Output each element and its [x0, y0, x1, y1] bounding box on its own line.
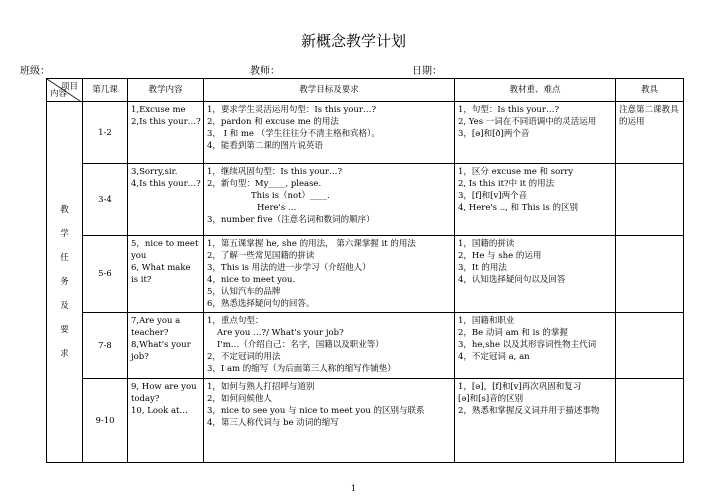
date-label: 日期：: [412, 66, 442, 77]
content-line: 5，nice to meet you: [131, 239, 199, 261]
goals-cell: [204, 102, 455, 164]
key-point-line: 2, Is this it?中 it 的用法: [458, 179, 555, 189]
content-line: 6, What make is it?: [131, 263, 191, 285]
goals-cell: [204, 236, 455, 313]
category-char: 要: [60, 325, 69, 335]
key-point-line: 1，句型：Is this your…?: [458, 105, 560, 115]
content-cell: [128, 313, 204, 379]
goal-line: 4，nice to meet you.: [207, 275, 296, 285]
key-points-cell: [455, 313, 616, 379]
category-char: 任: [60, 253, 69, 263]
content-cell: [128, 102, 204, 164]
goal-line: 3，I am 的缩写（为后面第三人称的缩写作铺垫）: [207, 364, 396, 374]
table-row: [47, 313, 684, 379]
corner-top-label: 项目: [60, 82, 78, 92]
goal-line: 4，第三人称代词与 be 动词的缩写: [207, 418, 339, 428]
category-cell: [47, 102, 83, 463]
header-key-points: 教材重、难点: [455, 79, 616, 102]
lesson-number: 9-10: [83, 379, 128, 463]
lesson-number: 1-2: [83, 102, 128, 164]
category-char: 教: [60, 205, 69, 215]
page-number: 1: [350, 484, 357, 493]
goals-cell: [204, 313, 455, 379]
key-point-line: 3，he,she 以及其形容词性物主代词: [458, 340, 597, 350]
key-point-line: 4, Here's .., 和 This is 的区别: [458, 203, 578, 213]
category-char: 及: [60, 301, 69, 311]
header-content: 教学内容: [128, 79, 204, 102]
goal-line: I'm…（介绍自己：名字，国籍以及职业等）: [217, 340, 384, 350]
key-point-line: 1，国籍和职业: [458, 316, 515, 326]
goal-line: 2，不定冠词的用法: [207, 352, 281, 362]
content-line: 8,What's your job?: [131, 340, 191, 362]
goal-line: Here's …: [257, 203, 297, 213]
category-char: 求: [60, 349, 69, 359]
aids-cell: [616, 313, 684, 379]
key-point-line: 2, Yes 一词在不同语调中的灵活运用: [458, 117, 597, 127]
aids-cell: [616, 236, 684, 313]
key-point-line: 1，国籍的拼读: [458, 239, 515, 249]
teaching-plan-table: [46, 78, 684, 463]
table-row: [47, 379, 684, 463]
key-point-line: 2，熟悉和掌握反义词并用于描述事物: [458, 406, 600, 416]
goal-line: 2，pardon 和 excuse me 的用法: [207, 117, 339, 127]
lesson-number: 7-8: [83, 313, 128, 379]
goal-line: 4，能看到第二课的图片说英语: [207, 141, 323, 151]
content-line: 2,Is this your…?: [131, 117, 201, 127]
content-line: 9, How are you today?: [131, 382, 197, 404]
goal-line: Are you …?/ What's your job?: [217, 328, 344, 338]
goal-line: 5，认知汽车的品牌: [207, 287, 281, 297]
content-line: 3,Sorry,sir.: [131, 167, 178, 177]
aids-cell: [616, 164, 684, 236]
goal-line: 1，继续巩固句型：Is this your…?: [207, 167, 343, 177]
goal-line: 2，新句型：My____, please.: [207, 179, 322, 189]
goal-line: 1，如何与熟人打招呼与道别: [207, 382, 315, 392]
key-points-cell: [455, 164, 616, 236]
goal-line: This is（not）____.: [251, 191, 330, 201]
goal-line: 3，nice to see you 与 nice to meet you 的区别与联系: [207, 406, 425, 416]
key-point-line: 4，不定冠词 a, an: [458, 352, 530, 362]
aids-cell: [616, 379, 684, 463]
category-char: 学: [60, 229, 69, 239]
key-points-cell: [455, 102, 616, 164]
document-title: 新概念教学计划: [300, 32, 406, 50]
key-point-line: 1，[ə]，[f]和[v]再次巩固和复习: [458, 382, 582, 392]
category-char: 务: [60, 277, 69, 287]
key-points-cell: [455, 379, 616, 463]
key-point-line: [ə]和[s]音的区别: [458, 394, 524, 404]
content-line: 1,Excuse me: [131, 105, 186, 115]
goals-cell: [204, 164, 455, 236]
content-cell: [128, 236, 204, 313]
key-point-line: 2，Be 动词 am 和 is 的掌握: [458, 328, 568, 338]
goal-line: 2，如何问候他人: [207, 394, 272, 404]
content-line: 10, Look at…: [131, 406, 188, 416]
class-label: 班级：: [20, 66, 50, 77]
key-point-line: 3，[ə]和[ð]两个音: [458, 129, 530, 139]
key-point-line: 1，区分 excuse me 和 sorry: [458, 167, 574, 177]
corner-bottom-label: 内容: [50, 89, 68, 99]
goal-line: 1，重点句型：: [207, 316, 264, 326]
content-line: 4,Is this your…?: [131, 179, 201, 189]
content-cell: [128, 379, 204, 463]
goals-cell: [204, 379, 455, 463]
content-line: 7,Are you a teacher?: [131, 316, 181, 338]
key-point-line: 4，认知选择疑问句以及回答: [458, 275, 566, 285]
header-row: [47, 79, 684, 102]
corner-cell: [47, 79, 83, 102]
content-cell: [128, 164, 204, 236]
header-aids: 教具: [616, 79, 684, 102]
key-point-line: 3，It 的用法: [458, 263, 507, 273]
key-points-cell: [455, 236, 616, 313]
header-lesson: 第几课: [83, 79, 128, 102]
goal-line: 3， I 和 me （学生往往分不清主格和宾格）。: [207, 129, 380, 139]
key-point-line: 3，[f]和[v]两个音: [458, 191, 528, 201]
goal-line: 3，This is 用法的进一步学习（介绍他人）: [207, 263, 371, 273]
table-row: [47, 164, 684, 236]
lesson-number: 5-6: [83, 236, 128, 313]
goal-line: 2，了解一些常见国籍的拼读: [207, 251, 315, 261]
aids-cell: 注意第二课教具的运用: [616, 102, 684, 164]
goal-line: 6，熟悉选择疑问句的回答。: [207, 299, 315, 309]
goal-line: 3，number five（注意名词和数词的顺序）: [207, 215, 375, 225]
lesson-number: 3-4: [83, 164, 128, 236]
teacher-label: 教师：: [250, 66, 280, 77]
table-row: [47, 102, 684, 164]
goal-line: 1，要求学生灵活运用句型：Is this your…?: [207, 105, 377, 115]
key-point-line: 2，He 与 she 的运用: [458, 251, 542, 261]
header-goals: 教学目标及要求: [204, 79, 455, 102]
goal-line: 1，第五课掌握 he, she 的用法， 第六课掌握 it 的用法: [207, 239, 416, 249]
table-row: [47, 236, 684, 313]
